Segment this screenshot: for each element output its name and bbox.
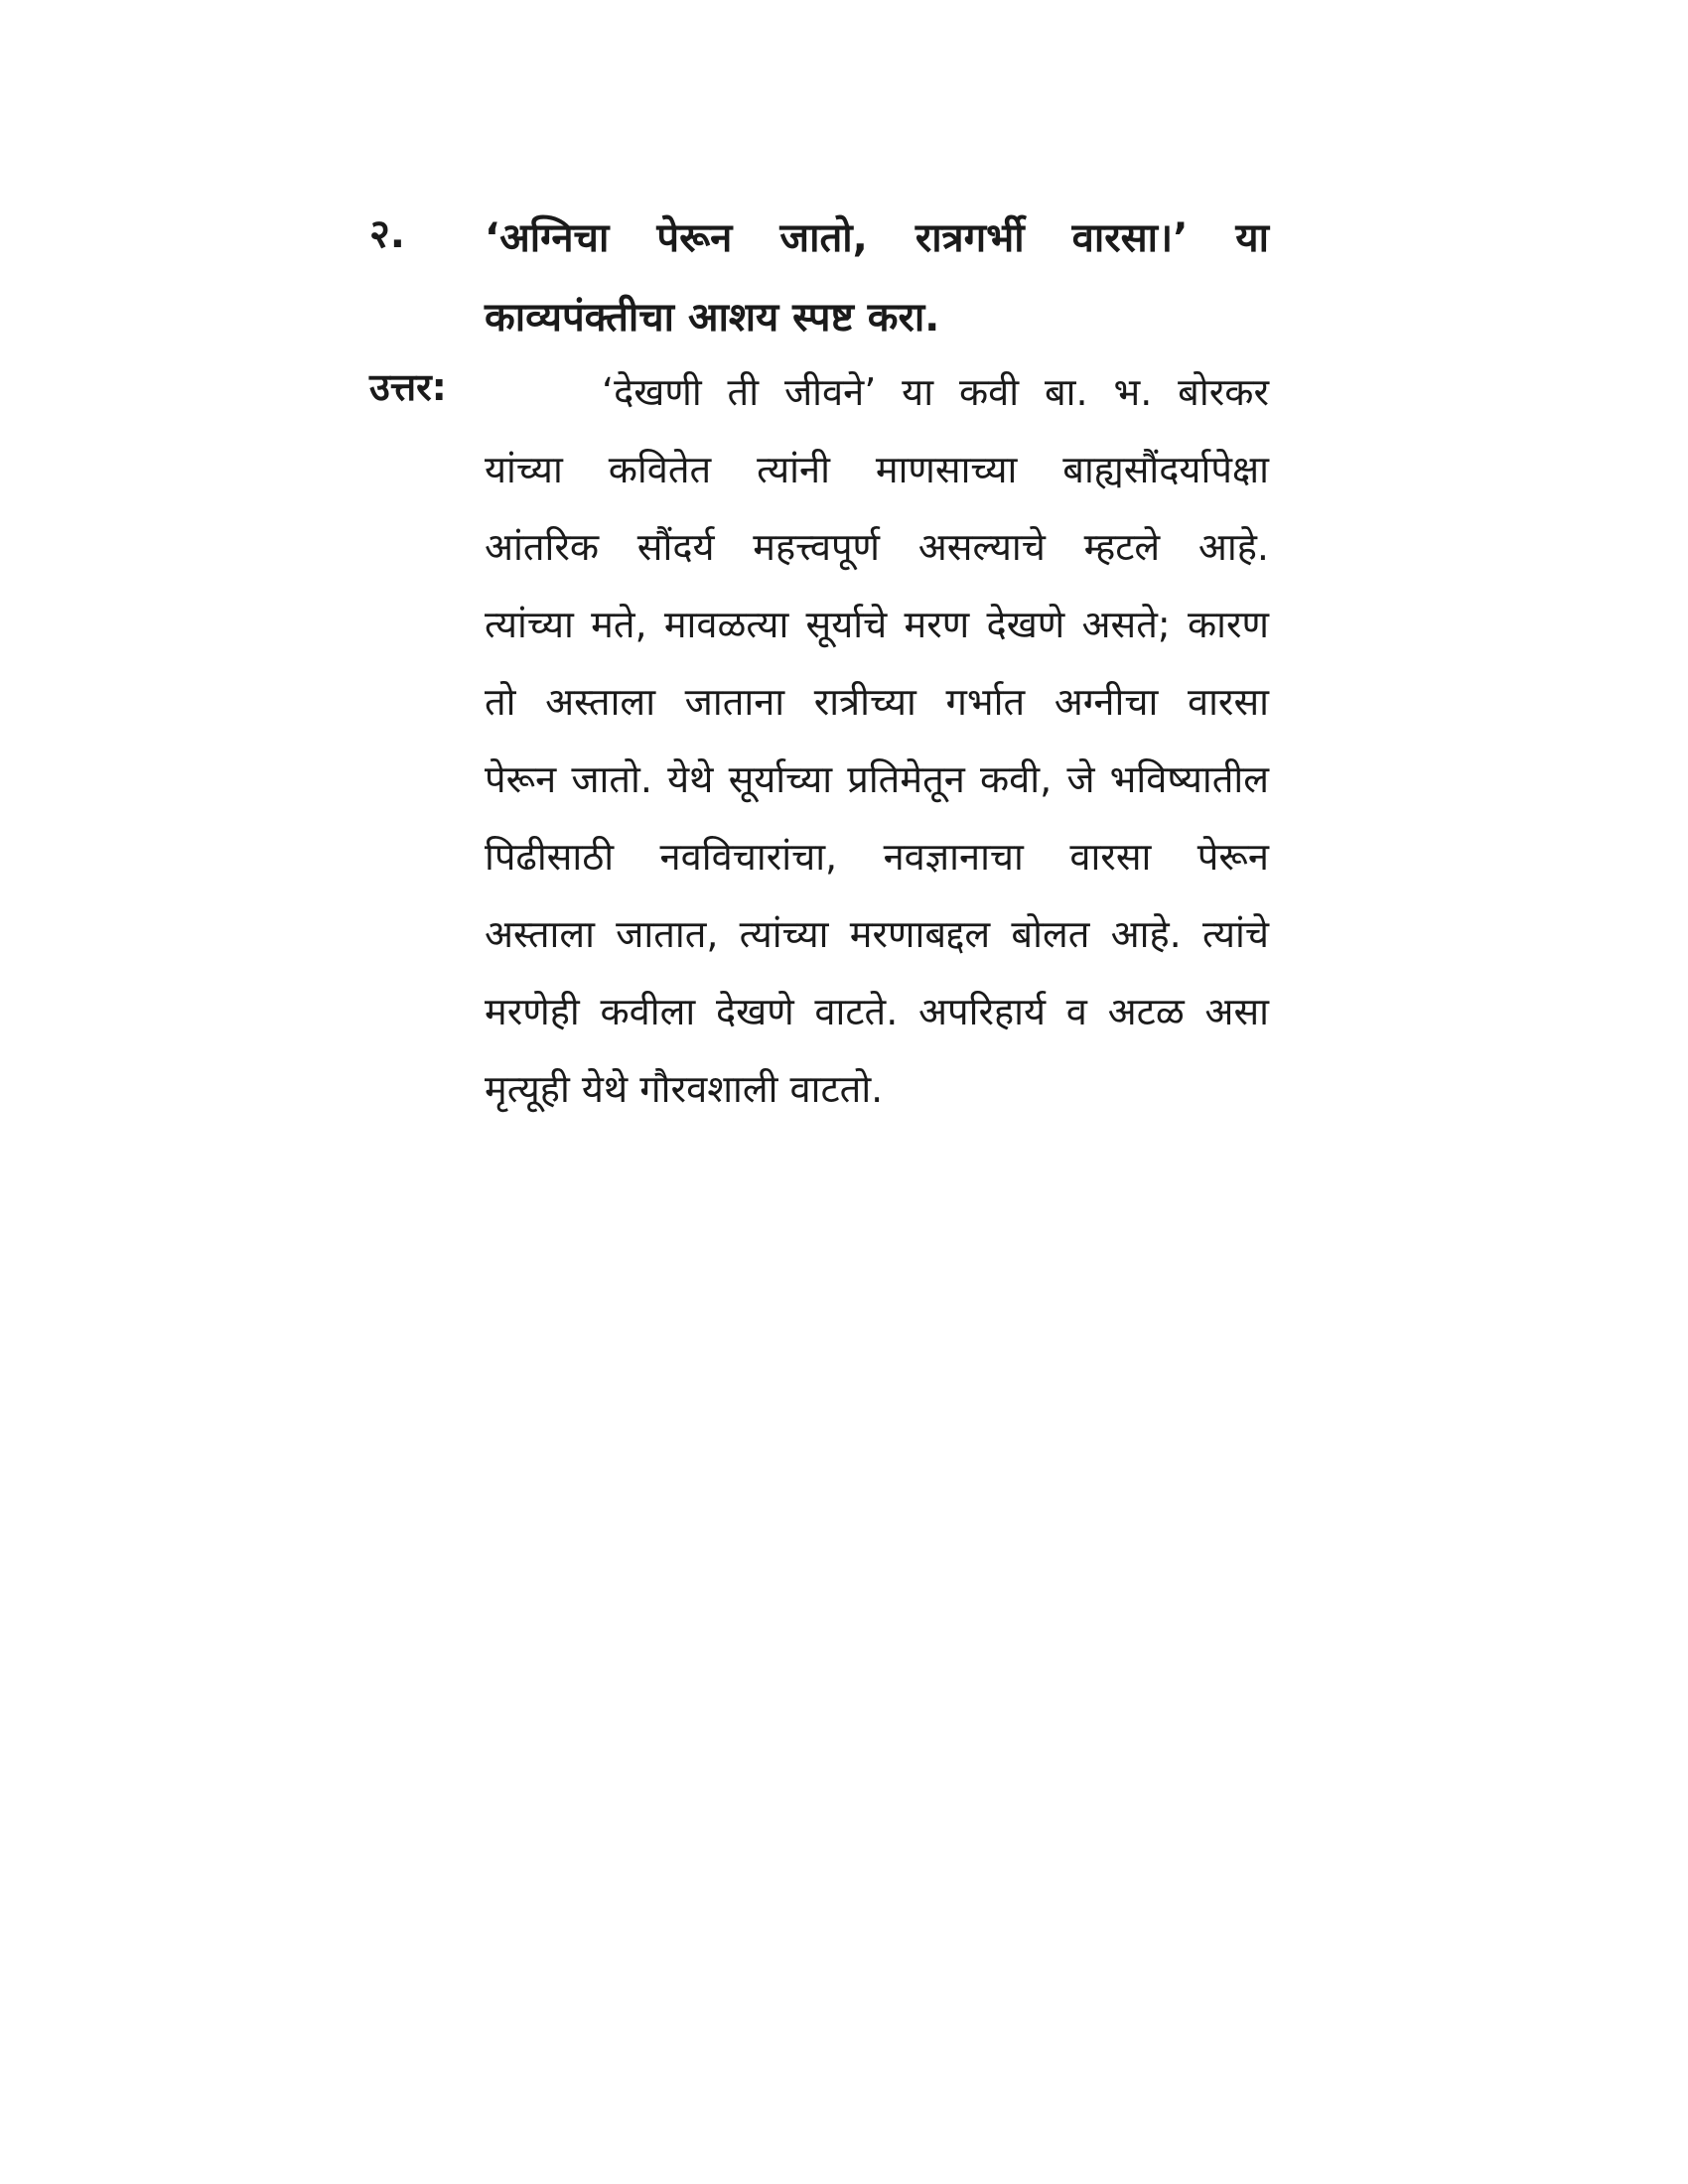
- answer-line: ‘देखणी ती जीवने’ या कवी बा. भ. बोरकर: [602, 370, 1269, 414]
- answer-line: पेरून जातो. येथे सूर्याच्या प्रतिमेतून कवी, जे भविष्यातील: [485, 757, 1269, 801]
- question-line: ‘अग्निचा पेरून जातो, रात्रगर्भी वारसा।’ या: [485, 215, 1269, 261]
- question-text: [485, 199, 1269, 357]
- answer-line: मरणेही कवीला देखणे वाटते. अपरिहार्य व अटळ असा: [485, 990, 1269, 1033]
- answer-label: उत्तर:: [369, 365, 447, 409]
- answer-line: मृत्यूही येथे गौरवशाली वाटतो.: [485, 1067, 884, 1111]
- answer-line: अस्ताला जातात, त्यांच्या मरणाबद्दल बोलत आहे. त्यांचे: [485, 912, 1269, 956]
- question-line: काव्यपंक्तीचा आशय स्पष्ट करा.: [485, 295, 940, 341]
- answer-line: यांच्या कवितेत त्यांनी माणसाच्या बाह्यसौंदर्यापेक्षा: [485, 448, 1269, 491]
- answer-line: तो अस्ताला जाताना रात्रीच्या गर्भात अग्नीचा वारसा: [485, 680, 1269, 724]
- answer-line: पिढीसाठी नवविचारांचा, नवज्ञानाचा वारसा पेरून: [485, 835, 1269, 879]
- answer-body: [485, 353, 1269, 1128]
- answer-line: आंतरिक सौंदर्य महत्त्वपूर्ण असल्याचे म्हटले आहे.: [485, 525, 1269, 569]
- answer-line: त्यांच्या मते, मावळत्या सूर्याचे मरण देखणे असते; कारण: [485, 603, 1269, 646]
- question-number: २.: [369, 211, 405, 257]
